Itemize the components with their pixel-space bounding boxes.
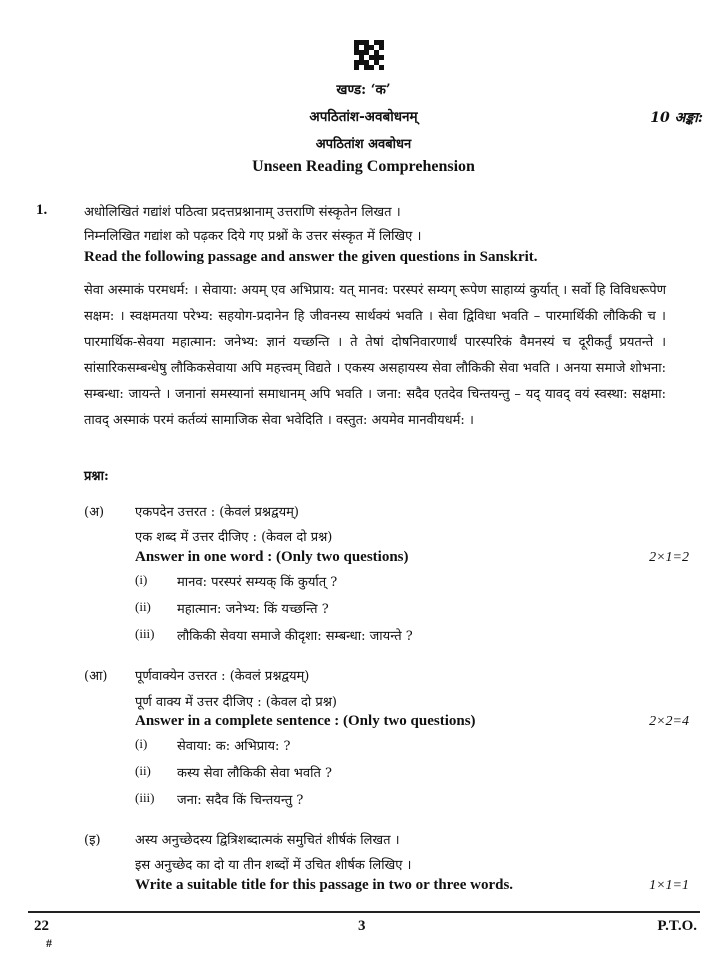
pto-label: P.T.O. [657, 918, 697, 934]
hash-mark: # [46, 936, 52, 950]
part-a-label: (अ) [84, 505, 105, 520]
passage: सेवा अस्माकं परमधर्म: । सेवाया: अयम् एव अभिप्राय: यत् मानव: परस्परं सम्यग् रूपेण साहाय्यं कुर्यात् । सर्वो हि विविधरूपेण सक्षम: । स्वक्षमतया परेभ्य: सहयोग-प्रदानेन हि जीवनस्य सार्थक्यं भवति । सेवा द्विविधा भवति – पारमार्थिकी लौकिकी च । पारमार्थिक-सेवया महात्मान: जनेभ्य: ज्ञानं यच्छन्ति । ते तेषां दोषनिवारणार्थं पारस्परिकं वैमनस्यं च दूरीकर्तुं प्रयतन्ते । सांसारिकसम्बन्धेषु लौकिकसेवाया अपि महत्त्वम् विद्यते । एकस्य असहायस्य सेवा लौकिकी सेवा भवति । अनया समाजे शोभना: सम्बन्धा: जायन्ते । जनानां समस्यानां समाधानम् अपि भवति । जना: सदैव एतदेव चिन्तयन्तु – यद् यावद् वयं स्वस्था: सक्षमा: तावद् अस्माकं परमं कर्तव्यं सामाजिक सेवा भवेदिति । वस्तुत: अयमेव मानवीयधर्म: । [84, 283, 666, 428]
part-a-item-text: लौकिकी सेवया समाजे कीदृशा: सम्बन्धा: जायन्ते ? [177, 629, 413, 644]
part-a-item-text: महात्मान: जनेभ्य: किं यच्छन्ति ? [177, 602, 329, 617]
part-a-item-num: (iii) [135, 626, 155, 641]
part-b-item-text: जना: सदैव किं चिन्तयन्तु ? [177, 793, 304, 808]
part-b-instr-english: Answer in a complete sentence : (Only two questions) [135, 713, 476, 729]
page-number: 3 [358, 918, 366, 934]
part-b-item-text: कस्य सेवा लौकिकी सेवा भवति ? [177, 766, 333, 781]
part-b-instr-sanskrit: पूर्णवाक्येन उत्तरत : (केवलं प्रश्नद्वयम्) [135, 669, 310, 684]
part-b-item-num: (i) [135, 736, 148, 751]
total-marks: 10 अङ्का: [650, 110, 703, 126]
instruction-english: Read the following passage and answer the given questions in Sanskrit. [84, 249, 538, 265]
part-c-marks: 1×1=1 [649, 878, 689, 893]
part-a-marks: 2×1=2 [649, 550, 689, 565]
part-c-instr-sanskrit: अस्य अनुच्छेदस्य द्वित्रिशब्दात्मकं समुचितं शीर्षकं लिखत । [135, 833, 400, 848]
instruction-hindi: निम्नलिखित गद्यांश को पढ़कर दिये गए प्रश्नों के उत्तर संस्कृत में लिखिए । [84, 229, 422, 244]
part-a-instr-sanskrit: एकपदेन उत्तरत : (केवलं प्रश्नद्वयम्) [135, 505, 299, 520]
qr-code [354, 40, 384, 70]
part-a-instr-english: Answer in one word : (Only two questions) [135, 549, 409, 565]
part-c-instr-hindi: इस अनुच्छेद का दो या तीन शब्दों में उचित शीर्षक लिखिए । [135, 858, 412, 873]
part-b-marks: 2×2=4 [649, 714, 689, 729]
part-c-label: (इ) [84, 833, 101, 848]
questions-label: प्रश्ना: [84, 469, 109, 484]
paper-code: 22 [34, 918, 49, 934]
title-english: Unseen Reading Comprehension [252, 158, 475, 175]
question-number: 1. [36, 202, 48, 218]
title-sanskrit: अपठितांश-अवबोधनम् [309, 109, 418, 125]
part-b-item-text: सेवाया: क: अभिप्राय: ? [177, 739, 291, 754]
footer-divider [28, 911, 700, 913]
part-b-label: (आ) [84, 669, 108, 684]
part-a-item-text: मानव: परस्परं सम्यक् किं कुर्यात् ? [177, 575, 338, 590]
title-hindi: अपठितांश अवबोधन [315, 137, 412, 152]
part-a-instr-hindi: एक शब्द में उत्तर दीजिए : (केवल दो प्रश्न) [135, 530, 333, 545]
part-b-item-num: (iii) [135, 790, 155, 805]
part-b-instr-hindi: पूर्ण वाक्य में उत्तर दीजिए : (केवल दो प्रश्न) [135, 695, 338, 710]
section-title: खण्ड: ‘क’ [336, 82, 391, 98]
part-c-instr-english: Write a suitable title for this passage in two or three words. [135, 877, 514, 893]
part-a-item-num: (i) [135, 572, 148, 587]
part-b-item-num: (ii) [135, 763, 151, 778]
part-a-item-num: (ii) [135, 599, 151, 614]
instruction-sanskrit: अधोलिखितं गद्यांशं पठित्वा प्रदत्तप्रश्नानाम् उत्तराणि संस्कृतेन लिखत । [84, 205, 401, 220]
